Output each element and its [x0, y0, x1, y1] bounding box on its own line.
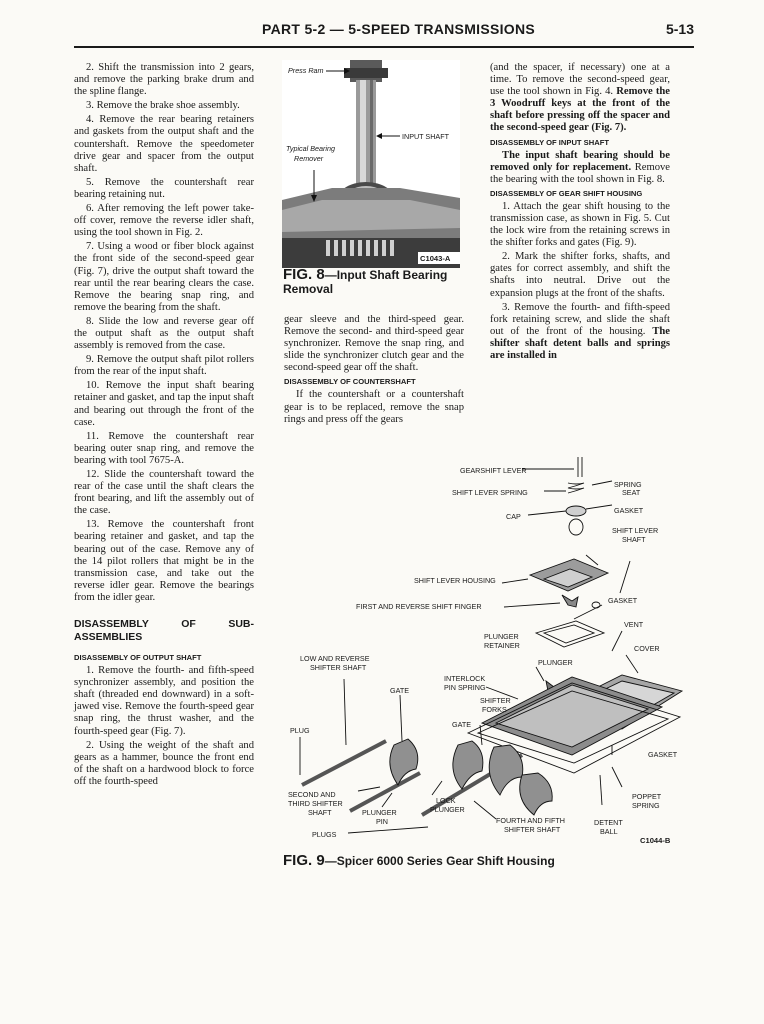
- fig9-label-interlock: INTERLOCK: [444, 674, 486, 683]
- fig9-label-spring-seat-2: SEAT: [622, 488, 641, 497]
- fig8-caption-number: FIG. 8: [283, 266, 325, 283]
- paragraph: 5. Remove the countershaft rear bearing retaining nut.: [74, 176, 254, 200]
- column-2: [284, 314, 464, 428]
- paragraph: 1. Attach the gear shift housing to the transmission case, as shown in Fig. 5. Cut the lock wire from the retaining screws in the shifter forks and gates (Fig. 9).: [490, 200, 670, 249]
- fig9-label-gearshift-lever: GEARSHIFT LEVER: [460, 466, 527, 475]
- fig9-exploded-diagram: [282, 455, 692, 850]
- paragraph: 2. Mark the shifter forks, shafts, and gates for correct assembly, and shift the shafts into neutral. Drive out the expansion plugs at the front of the shafts.: [490, 251, 670, 299]
- fig9-label-poppet-spring-2: SPRING: [632, 801, 660, 810]
- fig9-label-detent-ball: DETENT: [594, 818, 623, 827]
- fig9-label-second-third: SECOND AND: [288, 790, 336, 799]
- subheading: DISASSEMBLY OF INPUT SHAFT: [490, 137, 609, 147]
- fig9-label-interlock-2: PIN SPRING: [444, 683, 486, 692]
- fig8-caption-text: —Input Shaft Bearing Removal: [283, 268, 448, 296]
- paragraph-text: 3. Remove the fourth- and fifth-speed fork retaining screw, and slide the shaft out of the front of the housing.: [490, 301, 670, 337]
- paragraph: If the countershaft or a countershaft gear is to be replaced, remove the snap rings and press off the gears: [284, 389, 464, 425]
- fig9-label-first-reverse-finger: FIRST AND REVERSE SHIFT FINGER: [356, 602, 482, 611]
- subheading: DISASSEMBLY OF COUNTERSHAFT: [284, 377, 416, 387]
- paragraph: 9. Remove the output shaft pilot rollers from the rear of the input shaft.: [74, 354, 254, 378]
- paragraph: gear sleeve and the third-speed gear. Remove the second- and third-speed gear synchronizer. Remove the snap ring, and slide the synchronizer clutch gear and the second-speed gear off the shaft.: [284, 314, 464, 374]
- paragraph: 12. Slide the countershaft toward the rear of the case until the shaft clears the front bearing, and lift the assembly out of the case.: [74, 469, 254, 517]
- fig9-label-shifter-forks-2: FORKS: [482, 705, 507, 714]
- paragraph-bold: The shifter shaft detent balls and springs are installed in: [490, 325, 670, 361]
- fig9-label-gasket-low: GASKET: [648, 750, 678, 759]
- fig9-label-plunger-pin: PLUNGER: [362, 808, 397, 817]
- fig9-label-fourth-fifth-2: SHIFTER SHAFT: [504, 825, 561, 834]
- fig9-label-gate-1: GATE: [390, 686, 410, 695]
- fig9-label-shifter-forks: SHIFTER: [480, 696, 511, 705]
- fig9-label-poppet-spring: POPPET: [632, 792, 662, 801]
- running-title: PART 5-2 — 5-SPEED TRANSMISSIONS: [262, 21, 536, 37]
- fig9-label-plug: PLUG: [290, 726, 310, 735]
- fig9-caption-number: FIG. 9: [283, 852, 325, 869]
- column-1: [74, 62, 254, 790]
- paragraph: 2. Shift the transmission into 2 gears, and remove the parking brake drum and the spline flange.: [74, 62, 254, 98]
- fig9-label-shift-lever-spring: SHIFT LEVER SPRING: [452, 488, 528, 497]
- fig9-caption: [283, 852, 555, 869]
- paragraph: 2. Using the weight of the shaft and gears as a hammer, bounce the front end of the shaft on a hardwood block to force off the fourth-speed: [74, 739, 254, 787]
- paragraph: [490, 150, 670, 186]
- fig9-caption-text: —Spicer 6000 Series Gear Shift Housing: [324, 854, 555, 868]
- paragraph: 4. Remove the rear bearing retainers and gaskets from the output shaft and the countershaft. Remove the speedometer drive gear and spacer from the output shaft.: [74, 114, 254, 174]
- fig9-label-plunger-pin-2: PIN: [376, 817, 388, 826]
- fig8-label-press-ram: Press Ram: [288, 66, 324, 75]
- fig9-label-gasket-mid: GASKET: [608, 596, 638, 605]
- fig9-label-lock-plunger: LOCK: [436, 796, 456, 805]
- paragraph: 10. Remove the input shaft bearing retainer and gasket, and tap the input shaft and bearing out through the front of the case.: [74, 380, 254, 428]
- paragraph: [490, 302, 670, 362]
- fig9-label-cover: COVER: [634, 644, 660, 653]
- fig9-label-detent-ball-2: BALL: [600, 827, 618, 836]
- paragraph: 7. Using a wood or fiber block against the front side of the second-speed gear (Fig. 7), drive the output shaft toward the rear until the rear bearing clears the case. Remove the bearing snap ring, and remove the bearing from the shaft.: [74, 241, 254, 313]
- fig9-label-shift-lever-housing: SHIFT LEVER HOUSING: [414, 576, 496, 585]
- fig9-label-spring-seat: SPRING: [614, 480, 642, 489]
- fig9-label-shift-lever-shaft: SHIFT LEVER: [612, 526, 659, 535]
- fig9-label-vent: VENT: [624, 620, 644, 629]
- fig9-code: C1044-B: [640, 836, 671, 845]
- fig9-label-shift-lever-shaft-2: SHAFT: [622, 535, 646, 544]
- fig9-label-plugs: PLUGS: [312, 830, 337, 839]
- paragraph: 13. Remove the countershaft front bearing retainer and gasket, and tap the bearing out of the case. Remove any of the 14 pilot rollers that might be in the transmission case, and take out the reverse idler gear. Remove the bearings from the idler gear.: [74, 519, 254, 603]
- fig8-label-input-shaft: INPUT SHAFT: [402, 132, 449, 141]
- subheading: DISASSEMBLY OF GEAR SHIFT HOUSING: [490, 188, 643, 198]
- paragraph-text: Remove the bearing with the tool shown in Fig. 8.: [490, 161, 670, 185]
- fig9-label-plunger-retainer-2: RETAINER: [484, 641, 520, 650]
- paragraph: 3. Remove the brake shoe assembly.: [86, 100, 240, 112]
- fig9-label-cap: CAP: [506, 512, 521, 521]
- fig8-label-remover: Remover: [294, 154, 324, 163]
- fig8-label-typical-bearing: Typical Bearing: [286, 144, 336, 153]
- fig9-label-second-third-2: THIRD SHIFTER: [288, 799, 343, 808]
- paragraph-text: (and the spacer, if necessary) one at a time. To remove the second-speed gear, use the tool shown in Fig. 4.: [490, 62, 670, 98]
- fig9-label-gasket-top: GASKET: [614, 506, 644, 515]
- fig9-label-lock-plunger-2: PLUNGER: [430, 805, 465, 814]
- page-header: [74, 18, 694, 48]
- subheading: DISASSEMBLY OF OUTPUT SHAFT: [74, 653, 202, 663]
- fig8-caption: [283, 268, 463, 296]
- paragraph: 6. After removing the left power take-off cover, remove the reverse idler shaft, using the tool shown in Fig. 2.: [74, 203, 254, 239]
- page-number: 5-13: [665, 21, 694, 37]
- paragraph-bold: Remove the 3 Woodruff keys at the front of the shaft before pressing off the spacer and the second-speed gear (Fig. 7).: [490, 86, 670, 134]
- column-3: [490, 62, 670, 364]
- paragraph: 11. Remove the countershaft rear bearing outer snap ring, and remove the bearing with tool 7675-A.: [74, 430, 254, 466]
- fig9-label-plunger-retainer: PLUNGER: [484, 632, 519, 641]
- paragraph: 8. Slide the low and reverse gear off the output shaft as the output shaft assembly is removed from the case.: [74, 315, 254, 352]
- fig9-label-low-reverse: LOW AND REVERSE: [300, 654, 370, 663]
- section-heading: DISASSEMBLY OF SUB-ASSEMBLIES: [74, 618, 254, 644]
- fig8-photo: [282, 60, 460, 268]
- paragraph: 1. Remove the fourth- and fifth-speed synchronizer assembly, and position the shaft (threaded end downward) in a soft-jawed vise. Remove the fourth-speed gear snap ring, the thrust washer, and the fourth-speed gear (Fig. 7).: [74, 665, 254, 737]
- fig9-label-fourth-fifth: FOURTH AND FIFTH: [496, 816, 565, 825]
- paragraph: [490, 62, 670, 135]
- fig8-code: C1043-A: [420, 254, 451, 263]
- paragraph-bold: The input shaft bearing should be removed only for replacement.: [490, 149, 670, 173]
- fig9-label-low-reverse-2: SHIFTER SHAFT: [310, 663, 367, 672]
- fig9-label-second-third-3: SHAFT: [308, 808, 332, 817]
- fig9-label-gate-2: GATE: [452, 720, 472, 729]
- fig9-label-plunger: PLUNGER: [538, 658, 573, 667]
